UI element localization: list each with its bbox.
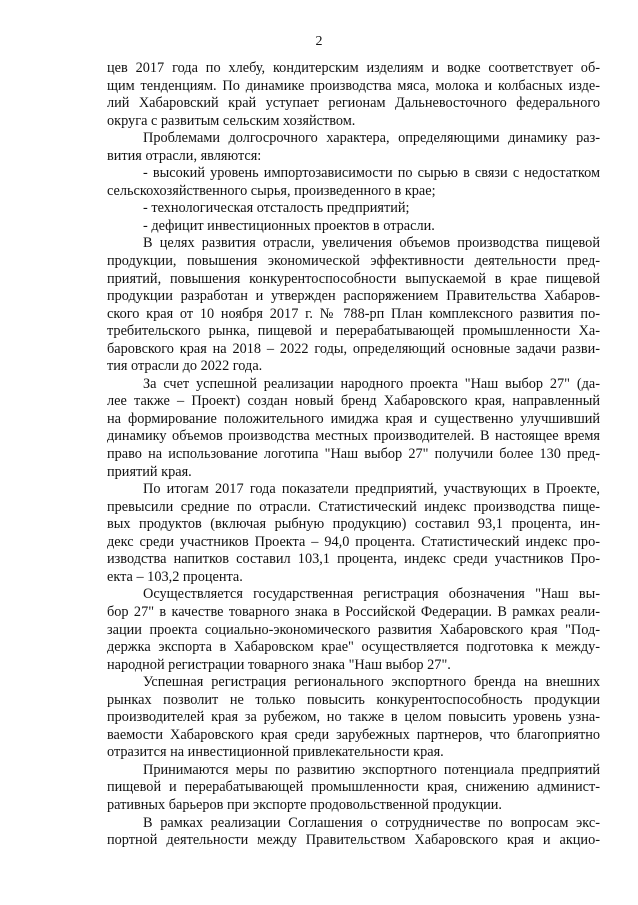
text-line: продукции, повышения экономической эффективности деятельности пред- [107,253,600,270]
text-line: - дефицит инвестиционных проектов в отрасли. [143,217,435,234]
text-line: отразится на инвестиционной привлекательности края. [107,744,444,761]
text-line: вых продуктов (включая рыбную продукцию) составил 93,1 процента, ин- [107,516,600,533]
text-line: бор 27" в качестве товарного знака в Российской Федерации. В рамках реали- [107,603,600,620]
text-line: В целях развития отрасли, увеличения объемов производства пищевой [143,235,600,252]
text-line: екта – 103,2 процента. [107,568,243,585]
text-line: баровского края на 2018 – 2022 годы, определяющий основные задачи разви- [107,340,600,357]
body-text [107,60,600,850]
text-line: народной регистрации товарного знака "Наш выбор 27". [107,656,451,673]
text-line: приятий края. [107,463,192,480]
text-line: держка экспорта в Хабаровском крае" осуществляется подготовка к между- [107,639,600,656]
text-line: щим тенденциям. По динамике производства мяса, молока и колбасных изде- [107,77,600,94]
text-line: декс среди участников Проекта – 94,0 процента. Статистический индекс про- [107,533,600,550]
text-line: превысили средние по отрасли. Статистический индекс производства пище- [107,498,600,515]
text-line: Успешная регистрация регионального экспортного бренда на внешних [143,674,600,691]
text-line: ративных барьеров при экспорте продовольственной продукции. [107,796,502,813]
text-line: продукции разработан и утвержден распоряжением Правительства Хабаров- [107,288,600,305]
text-line: пищевой и перерабатывающей промышленности края, снижению админист- [107,779,600,796]
text-line: округа с развитым сельским хозяйством. [107,112,356,129]
text-line: ваемости Хабаровского края среди зарубежных партнеров, что благоприятно [107,726,600,743]
text-line: тия отрасли до 2022 года. [107,358,263,375]
text-line: право на использование логотипа "Наш выбор 27" получили более 130 пред- [107,446,600,463]
text-line: требительского рынка, пищевой и перерабатывающей промышленности Ха- [107,323,600,340]
text-line: на формирование положительного имиджа края и существенно улучшивший [107,410,600,427]
text-line: В рамках реализации Соглашения о сотрудничестве по вопросам экс- [143,814,600,831]
text-line: вития отрасли, являются: [107,147,262,164]
text-line: портной деятельности между Правительством Хабаровского края и акцио- [107,832,600,849]
text-line: цев 2017 года по хлебу, кондитерским изделиям и водке соответствует об- [107,60,600,76]
text-line: За счет успешной реализации народного проекта "Наш выбор 27" (да- [143,375,600,392]
text-line: Осуществляется государственная регистрация обозначения "Наш вы- [143,586,600,603]
text-line: - высокий уровень импортозависимости по сырью в связи с недостатком [143,165,600,182]
text-line: Проблемами долгосрочного характера, определяющими динамику раз- [143,130,600,147]
text-line: изводства напитков составил 103,1 процента, индекс среди участников Про- [107,551,600,568]
page-number: 2 [315,34,323,49]
text-line: динамику объемов производства местных производителей. В настоящее время [107,428,600,445]
text-line: приятий, повышения конкурентоспособности выпускаемой в крае пищевой [107,270,600,287]
text-line: лее также – Проект) создан новый бренд Хабаровского края, направленный [107,393,600,410]
text-line: ского края от 10 ноября 2017 г. № 788-рп План комплексного развития по- [107,305,600,322]
text-line: производителей края за рубежом, но также в целом повысить уровень узна- [107,709,600,726]
text-line: Принимаются меры по развитию экспортного потенциала предприятий [143,761,600,778]
text-line: По итогам 2017 года показатели предприятий, участвующих в Проекте, [143,481,600,498]
text-line: зации проекта социально-экономического развития Хабаровского края "Под- [107,621,600,638]
text-line: - технологическая отсталость предприятий; [143,200,410,217]
text-line: рынках позволит не только повысить конкурентоспособность продукции [107,691,600,708]
text-line: лий Хабаровский край уступает регионам Дальневосточного федерального [107,95,600,112]
text-line: сельскохозяйственного сырья, произведенного в крае; [107,182,436,199]
